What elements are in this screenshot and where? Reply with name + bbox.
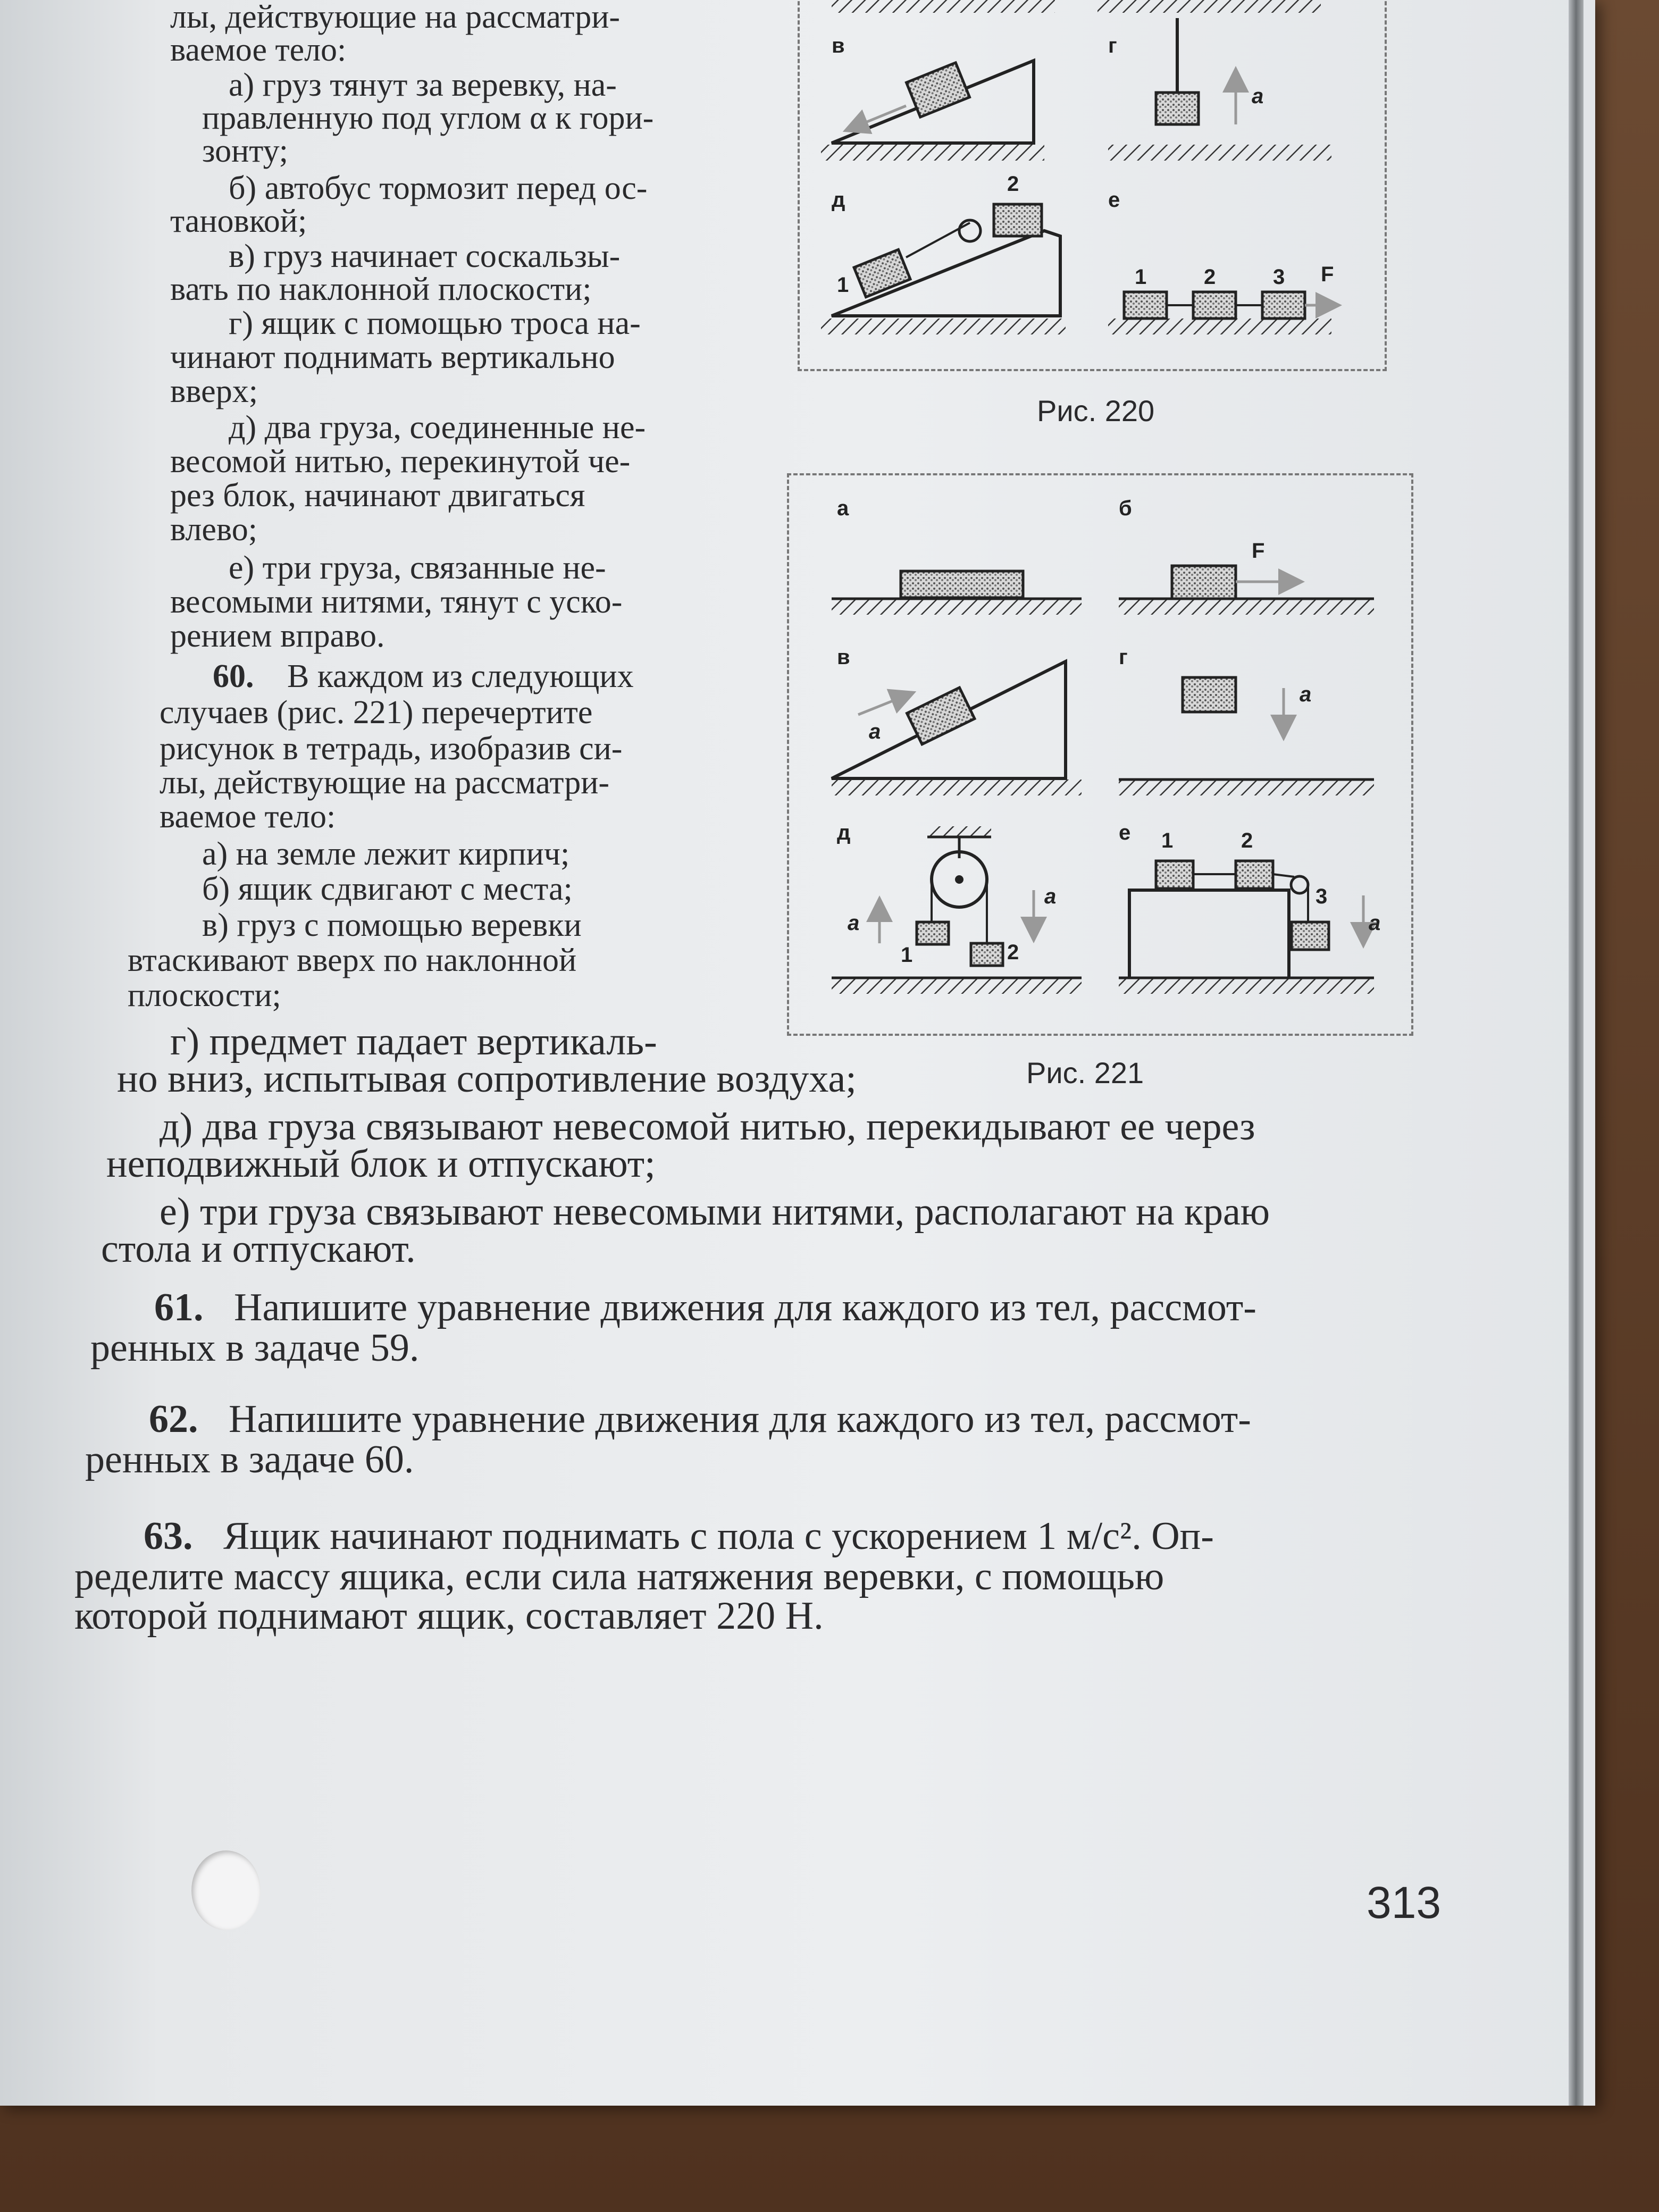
text-line: плоскости; — [128, 977, 281, 1013]
fig221-num: 3 — [1316, 885, 1328, 908]
text-line: в) груз начинает соскальзы- — [229, 238, 621, 274]
text-line: зонту; — [202, 133, 288, 169]
fig220-num: 2 — [1204, 265, 1216, 289]
text-line: втаскивают вверх по наклонной — [128, 942, 577, 978]
text-line: а) груз тянут за веревку, на- — [229, 67, 617, 103]
text-line: е) три груза связывают невесомыми нитями, располагают на краю — [160, 1190, 1270, 1234]
problem-number: 62. — [149, 1397, 198, 1441]
fig221-num: 2 — [1241, 829, 1253, 852]
text-line: вверх; — [170, 373, 258, 409]
fig221-num: 2 — [1007, 941, 1019, 964]
text-line: Напишите уравнение движения для каждого из тел, рассмот- — [234, 1286, 1256, 1329]
fig221-vector-a: a — [848, 911, 860, 935]
fig221-num: 1 — [901, 943, 913, 967]
text-line: В каждом из следующих — [287, 658, 634, 694]
figure-221 — [787, 473, 1413, 1036]
text-line: лы, действующие на рассматри- — [160, 765, 610, 801]
fig221-num: 1 — [1161, 829, 1174, 852]
text-line: ределите массу ящика, если сила натяжения веревки, с помощью — [74, 1555, 1164, 1598]
fig220-vector-F: F — [1321, 263, 1334, 286]
problem-number: 61. — [154, 1286, 204, 1329]
text-line: ренных в задаче 59. — [90, 1326, 420, 1370]
binder-hole — [191, 1850, 261, 1930]
text-line: весомыми нитями, тянут с уско- — [170, 584, 623, 620]
text-line: весомой нитью, перекинутой че- — [170, 443, 631, 480]
page-edge — [1569, 0, 1583, 2106]
fig221-vector-F: F — [1252, 539, 1265, 563]
text-line: г) предмет падает вертикаль- — [170, 1020, 657, 1063]
figure-220 — [798, 0, 1387, 371]
fig221-vector-a: a — [869, 720, 881, 743]
text-line: рисунок в тетрадь, изобразив си- — [160, 731, 623, 767]
text-line: Ящик начинают поднимать с пола с ускорением 1 м/с². Оп- — [223, 1514, 1214, 1558]
fig220-vector-a: a — [1252, 85, 1264, 108]
fig221-label-e: е — [1119, 821, 1131, 844]
text-line: случаев (рис. 221) перечертите — [160, 694, 593, 731]
fig220-label-d: д — [832, 188, 845, 212]
text-line: стола и отпускают. — [101, 1227, 416, 1271]
text-line: но вниз, испытывая сопротивление воздуха; — [117, 1057, 857, 1101]
text-line: е) три груза, связанные не- — [229, 550, 606, 586]
text-line: в) груз с помощью веревки — [202, 907, 582, 943]
text-line: д) два груза, соединенные не- — [229, 409, 646, 446]
fig221-label-v: в — [837, 646, 850, 669]
text-line: неподвижный блок и отпускают; — [106, 1142, 656, 1186]
fig221-label-a: а — [837, 497, 849, 520]
text-line: д) два груза связывают невесомой нитью, перекидывают ее через — [160, 1105, 1255, 1149]
fig221-vector-a: a — [1369, 911, 1381, 935]
text-line: рением вправо. — [170, 618, 385, 654]
page-number: 313 — [1367, 1878, 1442, 1928]
text-line: тановкой; — [170, 203, 307, 239]
fig220-label-e: е — [1108, 188, 1120, 212]
problem-number: 63. — [144, 1514, 193, 1558]
text-line: правленную под углом α к гори- — [202, 100, 654, 136]
fig220-caption: Рис. 220 — [1037, 394, 1155, 428]
fig220-label-v: в — [832, 34, 845, 57]
fig221-label-d: д — [837, 821, 851, 844]
text-line: б) ящик сдвигают с места; — [202, 871, 573, 907]
text-line: лы, действующие на рассматри- — [170, 0, 621, 35]
text-line: которой поднимают ящик, составляет 220 Н. — [74, 1594, 824, 1638]
text-line: а) на земле лежит кирпич; — [202, 836, 570, 872]
text-line: влево; — [170, 512, 257, 548]
text-line: ваемое тело: — [170, 32, 347, 68]
figure-220-drawing — [800, 0, 1385, 369]
text-line: б) автобус тормозит перед ос- — [229, 170, 648, 206]
fig220-num: 1 — [1135, 265, 1147, 289]
fig221-label-b: б — [1119, 497, 1132, 520]
text-line: Напишите уравнение движения для каждого из тел, рассмот- — [229, 1397, 1251, 1441]
fig220-num: 1 — [837, 273, 849, 297]
fig221-label-g: г — [1119, 646, 1128, 669]
problem-number: 60. — [213, 658, 254, 694]
text-line: ренных в задаче 60. — [85, 1438, 414, 1481]
text-line: ваемое тело: — [160, 799, 336, 835]
fig220-label-g: г — [1108, 34, 1117, 57]
figure-221-drawing — [789, 475, 1411, 1034]
text-line: рез блок, начинают двигаться — [170, 477, 585, 514]
fig220-num: 3 — [1273, 265, 1285, 289]
fig220-num: 2 — [1007, 172, 1019, 196]
text-line: вать по наклонной плоскости; — [170, 271, 592, 307]
text-line: г) ящик с помощью троса на- — [229, 305, 641, 341]
fig221-vector-a: a — [1300, 683, 1312, 706]
text-line: чинают поднимать вертикально — [170, 339, 615, 375]
fig221-caption: Рис. 221 — [1026, 1056, 1144, 1090]
fig221-vector-a: a — [1044, 885, 1057, 908]
